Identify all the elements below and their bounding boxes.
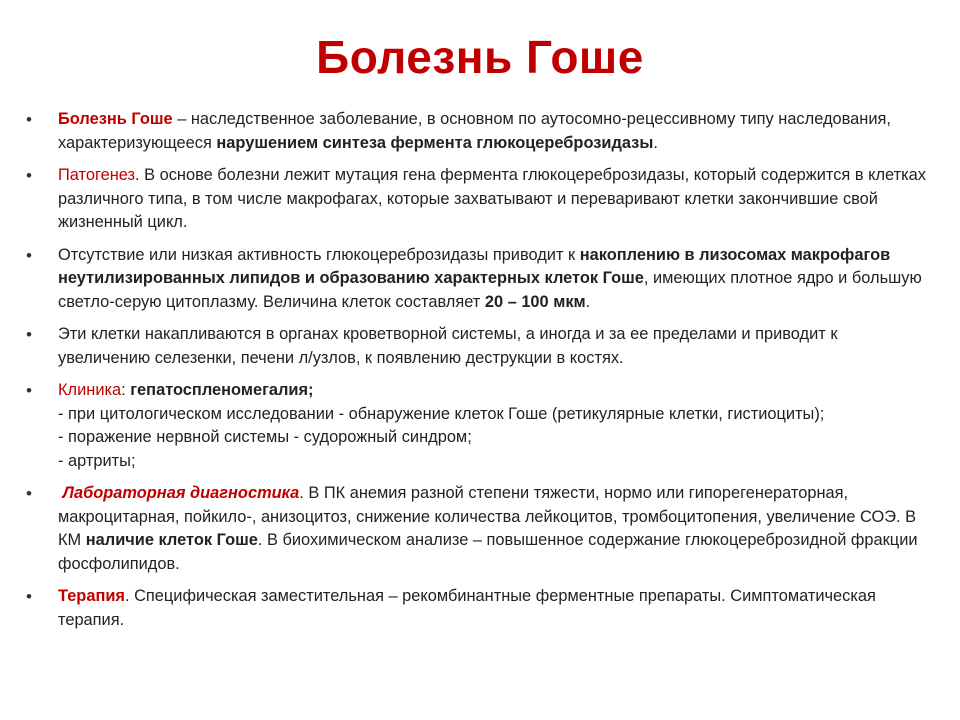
text: Эти клетки накапливаются в органах кроветворной системы, а иногда и за ее пределами и приводит к увеличению селезенки, печени л/узлов, к появлению деструкции в костях. — [58, 325, 838, 367]
text: – наследственное заболевание, в основном по аутосомно-рецессивному типу наследования, характеризующееся — [58, 110, 891, 152]
text: : — [121, 381, 131, 399]
term-gaucher-disease: Болезнь Гоше — [58, 110, 173, 128]
term-lab-diagnostics: Лабораторная диагностика — [62, 484, 300, 502]
cell-size-value: 20 – 100 мкм — [484, 292, 586, 311]
bold-text: наличие клеток Гоше — [85, 531, 258, 549]
text: . — [585, 292, 591, 311]
clinic-line-arthritis: - артриты; — [58, 451, 136, 470]
text: , имеющих плотное ядро и большую светло-серую цитоплазму. Величина клеток составляет — [58, 269, 922, 311]
text: . В основе болезни лежит мутация гена фермента глюкоцереброзидазы, который содержится в клетках различного типа, в том числе макрофагах, которые захватывают и переваривают клетки закончившие свой жизненный цикл. — [58, 166, 926, 231]
bullet-enzyme-deficiency — [24, 244, 928, 315]
text: Отсутствие или низкая активность глюкоцереброзидазы приводит к — [58, 245, 580, 264]
bullet-clinic — [24, 379, 928, 473]
bullet-lab-diagnostics — [24, 482, 928, 576]
text: . — [653, 133, 658, 152]
bullet-therapy — [24, 585, 928, 632]
bullet-list — [24, 108, 928, 641]
text: . Специфическая заместительная – рекомбинантные ферментные препараты. Симптоматическая терапия. — [58, 587, 876, 629]
clinic-line-nervous: - поражение нервной системы - судорожный синдром; — [58, 428, 472, 446]
bold-text: гепатоспленомегалия; — [130, 381, 314, 399]
bullet-accumulation — [24, 323, 928, 370]
term-pathogenesis: Патогенез — [58, 166, 136, 184]
text: . В ПК анемия разной степени тяжести, нормо или гипорегенераторная, макроцитарная, пойкило-, анизоцитоз, снижение количества лейкоцитов, тромбоцитопения, увеличение СОЭ. В КМ — [58, 484, 917, 549]
bullet-pathogenesis — [24, 164, 928, 235]
term-clinic: Клиника — [58, 381, 122, 399]
slide-title: Болезнь Гоше — [316, 31, 644, 83]
bullet-definition — [24, 108, 928, 155]
clinic-line-cytology: - при цитологическом исследовании - обнаружение клеток Гоше (ретикулярные клетки, гистиоциты); — [58, 404, 825, 423]
bold-text: нарушением синтеза фермента глюкоцереброзидазы — [216, 133, 654, 152]
text: . В биохимическом анализе – повышенное содержание глюкоцереброзидной фракции фосфолипидов. — [58, 531, 918, 573]
bold-text: накоплению в лизосомах макрофагов неутилизированных липидов и образованию характерных клеток Гоше — [58, 245, 891, 287]
term-therapy: Терапия — [58, 587, 125, 605]
